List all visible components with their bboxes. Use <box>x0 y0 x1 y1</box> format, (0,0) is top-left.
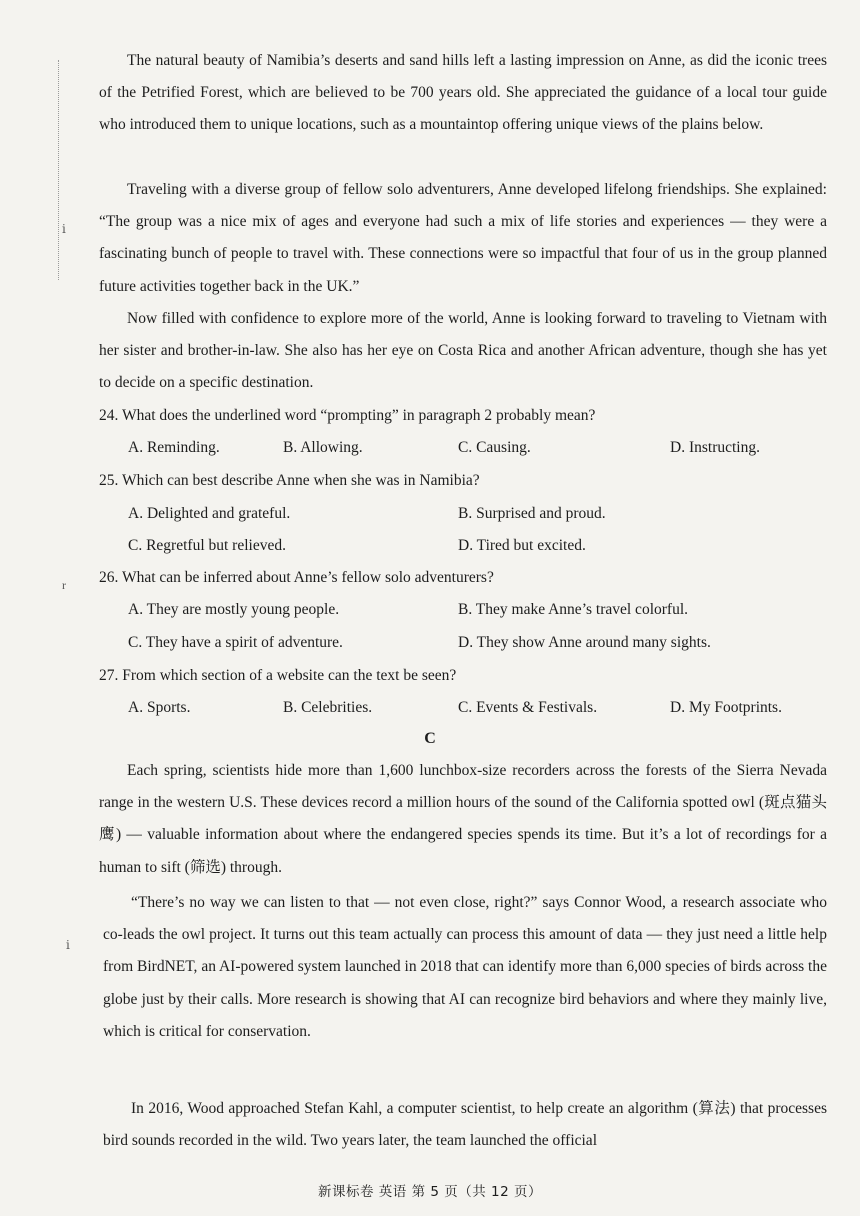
answer-option[interactable]: D. Instructing. <box>670 439 760 456</box>
section-heading: C <box>424 730 436 747</box>
question-stem: 26. What can be inferred about Anne’s fellow solo adventurers? <box>99 569 494 586</box>
margin-mark: ⅰ <box>62 222 66 236</box>
answer-option[interactable]: D. My Footprints. <box>670 699 782 716</box>
answer-option[interactable]: A. Reminding. <box>128 439 220 456</box>
passage-paragraph: The natural beauty of Namibia’s deserts and sand hills left a lasting impression on Anne, as did the iconic trees of the Petrified Forest, which are believed to be 700 years old. She appreciated the guidance of a local tour guide who introduced them to unique locations, such as a mountaintop offering unique views of the plains below. <box>99 52 827 134</box>
page-footer: 新课标卷 英语 第 5 页（共 12 页） <box>317 1184 542 1200</box>
binding-dotted-line <box>58 60 71 280</box>
answer-option[interactable]: B. They make Anne’s travel colorful. <box>458 601 689 618</box>
question-stem: 27. From which section of a website can the text be seen? <box>99 667 457 684</box>
question-stem: 25. Which can best describe Anne when she was in Namibia? <box>99 472 480 489</box>
passage-paragraph: “There’s no way we can listen to that — not even close, right?” says Connor Wood, a research associate who co-leads the owl project. It turns out this team actually can process this amount of data — they just need a little help from BirdNET, an AI-powered system launched in 2018 that can identify more than 6,000 species of birds across the globe just by their calls. More research is showing that AI can recognize bird behaviors and where they mainly live, which is critical for conservation. <box>103 894 827 1040</box>
answer-option[interactable]: B. Celebrities. <box>283 699 373 716</box>
answer-option[interactable]: A. They are mostly young people. <box>128 601 340 618</box>
answer-option[interactable]: C. Causing. <box>458 439 531 456</box>
margin-mark: r <box>62 578 66 592</box>
answer-option[interactable]: B. Allowing. <box>283 439 363 456</box>
answer-option[interactable]: C. Events & Festivals. <box>458 699 598 716</box>
passage-paragraph: Each spring, scientists hide more than 1,600 lunchbox-size recorders across the forests of the Sierra Nevada range in the western U.S. These devices record a million hours of the sound of the California spotted owl (斑点猫头鹰) — valuable information about where the endangered species spends its time. But it’s a lot of recordings for a human to sift (筛选) through. <box>99 762 827 876</box>
passage-paragraph: Now filled with confidence to explore more of the world, Anne is looking forward to traveling to Vietnam with her sister and brother-in-law. She also has her eye on Costa Rica and another African adventure, though she has yet to decide on a specific destination. <box>99 310 827 392</box>
answer-option[interactable]: A. Sports. <box>128 699 191 716</box>
answer-option[interactable]: C. Regretful but relieved. <box>128 537 286 554</box>
answer-option[interactable]: A. Delighted and grateful. <box>128 505 291 522</box>
question-stem: 24. What does the underlined word “prompting” in paragraph 2 probably mean? <box>99 407 596 424</box>
passage-paragraph: In 2016, Wood approached Stefan Kahl, a computer scientist, to help create an algorithm (算法) that processes bird sounds recorded in the wild. Two years later, the team launched the official <box>103 1100 827 1150</box>
answer-option[interactable]: C. They have a spirit of adventure. <box>128 634 343 651</box>
answer-option[interactable]: B. Surprised and proud. <box>458 505 606 522</box>
answer-option[interactable]: D. They show Anne around many sights. <box>458 634 711 651</box>
answer-option[interactable]: D. Tired but excited. <box>458 537 586 554</box>
margin-mark: ⅰ <box>66 938 70 952</box>
passage-paragraph: Traveling with a diverse group of fellow solo adventurers, Anne developed lifelong friendships. She explained: “The group was a nice mix of ages and everyone had such a mix of life stories and experiences — they were a fascinating bunch of people to travel with. These connections were so impactful that four of us in the group planned future activities together back in the UK.” <box>99 181 827 295</box>
